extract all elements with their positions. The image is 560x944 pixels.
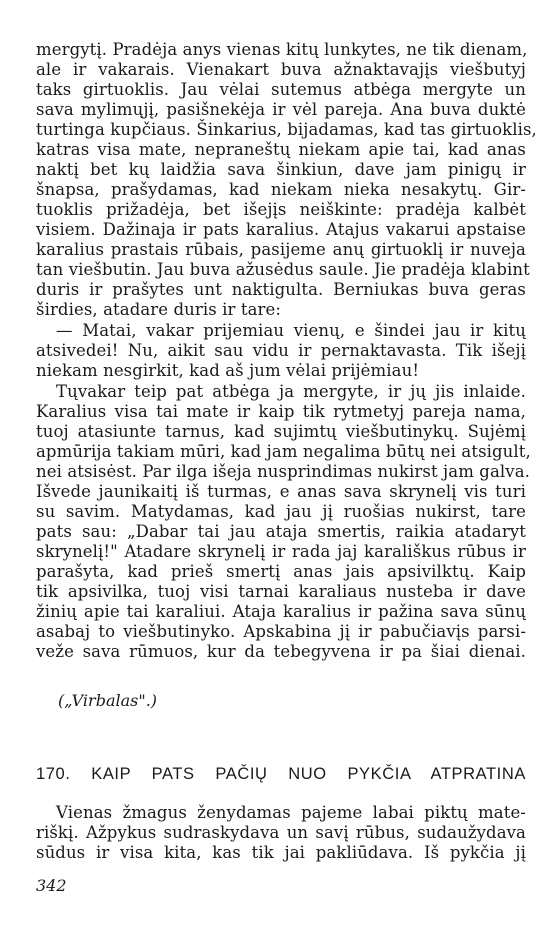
text-line: duris ir prašytes unt naktigulta. Berniukas buva geras xyxy=(36,280,526,299)
text-line: šnapsa, prašydamas, kad niekam nieka nesakytų. Gir- xyxy=(36,180,526,199)
text-line: karalius prastais rūbais, pasijeme anų girtuoklį ir nuveja xyxy=(36,240,526,259)
text-line: naktį bet kų laidžia sava šinkiun, dave jam pinigų ir xyxy=(36,160,526,179)
text-line: tuoklis prižadėja, bet išejįs neiškinte: pradėja kalbėt xyxy=(36,200,526,219)
text-line: niekam nesgirkit, kad aš jum vėlai prijėmiau! xyxy=(36,361,420,380)
text-line: tan viešbutin. Jau buva ažusėdus saule. Jie pradėja klabint xyxy=(36,260,530,279)
text-line: tuoj atasiunte tarnus, kad sujimtų viešbutinykų. Sujėmį xyxy=(36,422,526,441)
text-line: taks girtuoklis. Jau vėlai sutemus atbėga mergyte un xyxy=(36,80,526,99)
paragraph-start-line: Tųvakar teip pat atbėga ja mergyte, ir jų jis inlaide. xyxy=(56,382,526,401)
text-line: širdies, atadare duris ir tare: xyxy=(36,300,282,319)
text-line: veže sava rūmuos, kur da tebegyvena ir pa šiai dienai. xyxy=(36,642,526,661)
paragraph-start-line: Vienas žmagus ženydamas pajeme labai piktų mate- xyxy=(56,803,526,822)
text-line: sava mylimųjį, pasišnekėja ir vėl pareja. Ana buva duktė xyxy=(36,100,526,119)
text-line: turtinga kupčiaus. Šinkarius, bijadamas, kad tas girtuoklis, xyxy=(36,120,537,139)
text-line: parašyta, kad prieš smertį anas jais apsivilktų. Kaip xyxy=(36,562,526,581)
text-line: riškį. Ažpykus sudraskydava un savį rūbus, sudaužydava xyxy=(36,823,526,842)
text-line: sūdus ir visa kita, kas tik jai pakliūdava. Iš pykčia jį xyxy=(36,843,526,862)
dialogue-line: — Matai, vakar prijemiau vienų, e šindei jau ir kitų xyxy=(56,321,526,340)
text-line: nei atsisėst. Par ilga išeja nusprindimas nukirst jam galva. xyxy=(36,462,530,481)
text-line: Išvede jaunikaitį iš turmas, e anas sava skrynelį vis turi xyxy=(36,482,526,501)
text-line: apmūrija takiam mūri, kad jam negalima būtų nei atsigult, xyxy=(36,442,531,461)
text-line: su savim. Matydamas, kad jau jį ruošias nukirst, tare xyxy=(36,502,526,521)
text-line: ale ir vakarais. Vienakart buva ažnaktavajįs viešbutyj xyxy=(36,60,526,79)
page-number: 342 xyxy=(36,876,67,895)
story-heading: 170. KAIP PATS PAČIŲ NUO PYKČIA ATPRATINA xyxy=(36,765,526,783)
text-line: asabaj to viešbutinyko. Apskabina jį ir pabučiavįs parsi- xyxy=(36,622,526,641)
text-line: pats sau: „Dabar tai jau ataja smertis, raikia atadaryt xyxy=(36,522,526,541)
text-line: visiem. Dažinaja ir pats karalius. Atajus vakarui apstaise xyxy=(36,220,526,239)
text-line: Karalius visa tai mate ir kaip tik rytmetyj pareja nama, xyxy=(36,402,526,421)
text-line: mergytį. Pradėja anys vienas kitų lunkytes, ne tik dienam, xyxy=(36,40,528,59)
text-line: atsivedei! Nu, aikit sau vidu ir pernaktavasta. Tik išejį xyxy=(36,341,526,360)
text-line: skrynelį!" Atadare skrynelį ir rada jaj karališkus rūbus ir xyxy=(36,542,526,561)
text-line: katras visa mate, nepraneštų niekam apie tai, kad anas xyxy=(36,140,526,159)
source-attribution: („Virbalas".) xyxy=(58,691,158,710)
text-line: tik apsivilka, tuoj visi tarnai karaliaus nusteba ir dave xyxy=(36,582,526,601)
text-line: žinių apie tai karaliui. Ataja karalius ir pažina sava sūnų xyxy=(36,602,526,621)
